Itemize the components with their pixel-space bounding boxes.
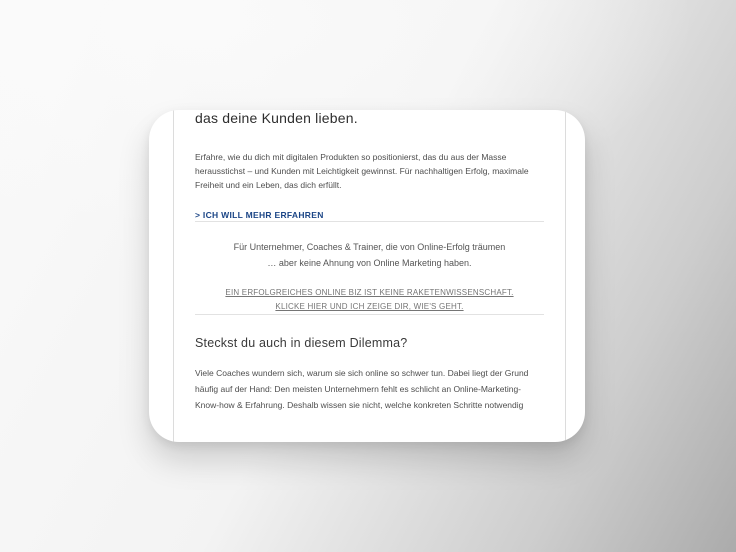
dilemma-paragraph xyxy=(195,365,544,413)
divider xyxy=(195,314,544,315)
page-title: das deine Kunden lieben. xyxy=(195,112,358,126)
rocket-science-link-line[interactable]: KLICKE HIER UND ICH ZEIGE DIR, WIE'S GEHT. xyxy=(275,302,464,311)
audience-text xyxy=(195,239,544,271)
audience-line: Für Unternehmer, Coaches & Trainer, die von Online-Erfolg träumen xyxy=(233,242,506,252)
divider xyxy=(195,221,544,222)
learn-more-link[interactable]: > ICH WILL MEHR ERFAHREN xyxy=(195,210,324,220)
rocket-science-link[interactable] xyxy=(195,286,544,314)
dilemma-line: Know-how & Erfahrung. Deshalb wissen sie nicht, welche konkreten Schritte notwendig xyxy=(195,400,524,410)
rocket-science-link-line[interactable]: EIN ERFOLGREICHES ONLINE BIZ IST KEINE RAKETENWISSENSCHAFT. xyxy=(225,288,514,297)
intro-paragraph xyxy=(195,150,544,192)
audience-line: … aber keine Ahnung von Online Marketing haben. xyxy=(267,258,472,268)
intro-line: herausstichst – und Kunden mit Leichtigkeit gewinnst. Für nachhaltigen Erfolg, maximale xyxy=(195,166,529,176)
intro-line: Freiheit und ein Leben, das dich erfüllt. xyxy=(195,180,342,190)
email-content xyxy=(174,112,565,413)
email-body xyxy=(173,110,566,442)
dilemma-line: Viele Coaches wundern sich, warum sie sich online so schwer tun. Dabei liegt der Grund xyxy=(195,368,529,378)
intro-line: Erfahre, wie du dich mit digitalen Produkten so positionierst, das du aus der Masse xyxy=(195,152,507,162)
dilemma-line: häufig auf der Hand: Den meisten Unternehmern fehlt es schlicht an Online-Marketing- xyxy=(195,384,522,394)
clipped-heading-window xyxy=(195,112,544,126)
dilemma-heading: Steckst du auch in diesem Dilemma? xyxy=(195,336,408,350)
email-card xyxy=(149,110,585,442)
